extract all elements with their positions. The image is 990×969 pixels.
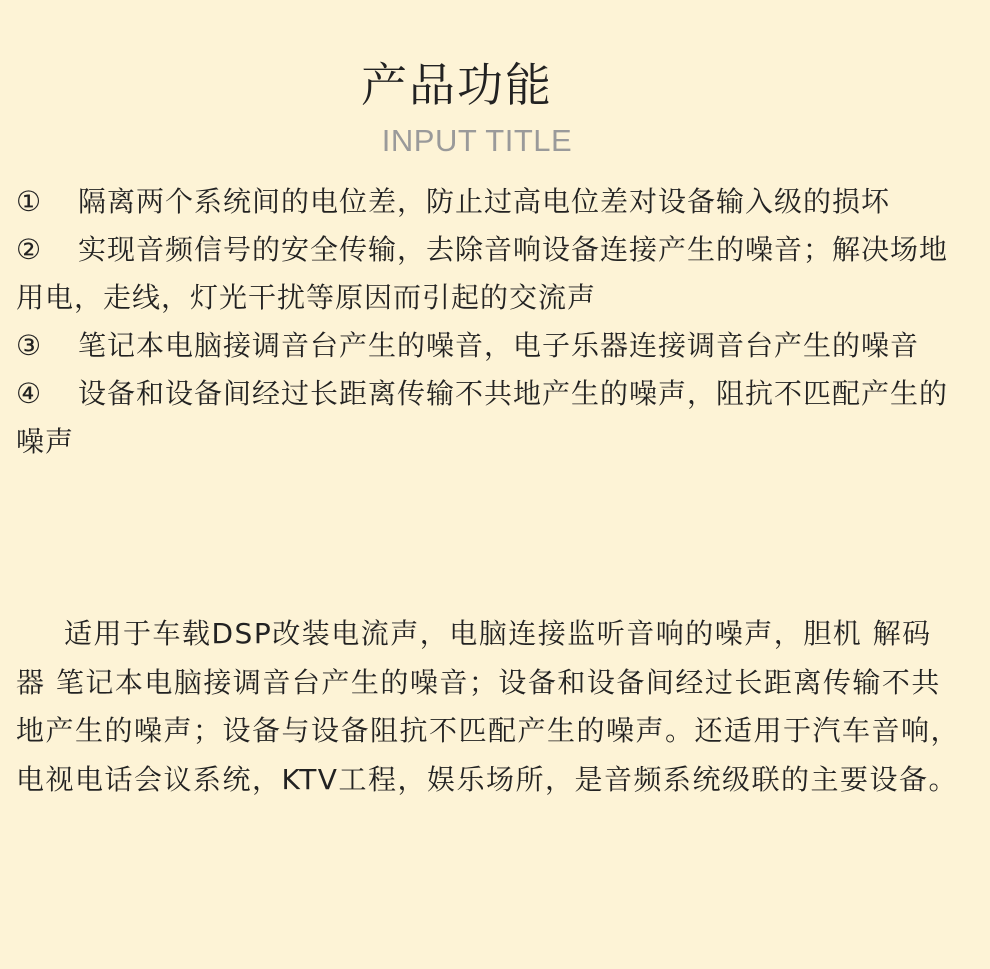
feature-item-1: [16, 178, 956, 226]
usage-paragraph: 适用于车载DSP改装电流声，电脑连接监听音响的噪声，胆机 解码器 笔记本电脑接调音台产生的噪音；设备和设备间经过长距离传输不共地产生的噪声；设备与设备阻抗不匹配产生的噪声。还适用于汽车音响，电视电话会议系统，KTV工程，娱乐场所，是音频系统级联的主要设备。: [16, 617, 961, 796]
page-title: 产品功能: [361, 58, 553, 112]
page-subtitle: INPUT TITLE: [381, 123, 573, 158]
feature-number: ④: [16, 377, 43, 410]
feature-number: ②: [16, 233, 43, 266]
feature-list: [16, 178, 956, 466]
feature-item-3: [16, 322, 956, 370]
feature-number: ①: [16, 185, 43, 218]
feature-number: ③: [16, 329, 43, 362]
feature-item-4: [16, 370, 956, 466]
feature-text: 隔离两个系统间的电位差，防止过高电位差对设备输入级的损坏: [78, 185, 891, 218]
feature-text: 设备和设备间经过长距离传输不共地产生的噪声，阻抗不匹配产生的噪声: [16, 377, 949, 458]
feature-item-2: [16, 226, 956, 322]
feature-text: 笔记本电脑接调音台产生的噪音，电子乐器连接调音台产生的噪音: [78, 329, 920, 362]
feature-text: 实现音频信号的安全传输，去除音响设备连接产生的噪音；解决场地用电，走线，灯光干扰等原因而引起的交流声: [16, 233, 949, 314]
